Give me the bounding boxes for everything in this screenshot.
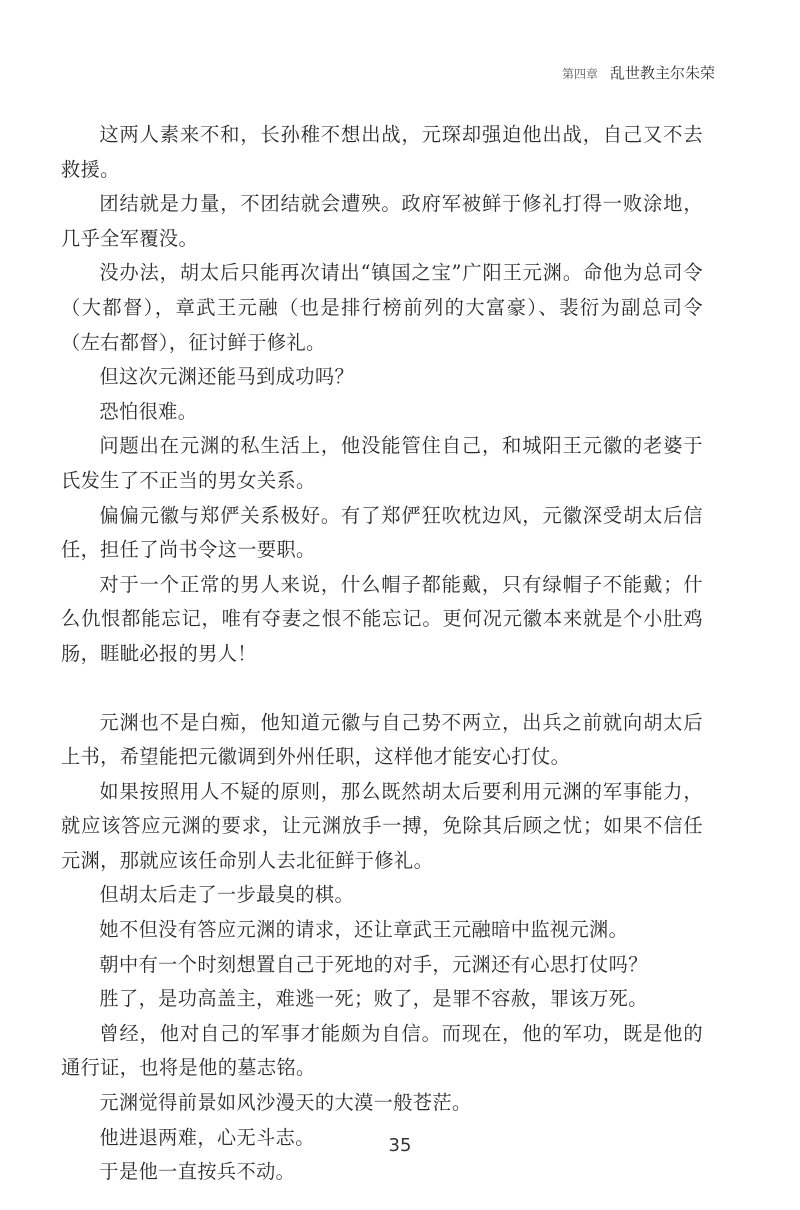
chapter-title: 乱世教主尔朱荣 (609, 64, 715, 82)
paragraph: 团结就是力量，不团结就会遭殃。政府军被鲜于修礼打得一败涂地，几乎全军覆没。 (61, 192, 703, 250)
chapter-number: 第四章 (561, 67, 598, 81)
paragraph: 如果按照用人不疑的原则，那么既然胡太后要利用元渊的军事能力，就应该答应元渊的要求，让元渊放手一搏，免除其后顾之忧；如果不信任元渊，那就应该任命别人去北征鲜于修礼。 (61, 779, 703, 872)
running-header (562, 62, 715, 83)
paragraph: 胜了，是功高盖主，难逃一死；败了，是罪不容赦，罪该万死。 (99, 987, 648, 1011)
paragraph: 偏偏元徽与郑俨关系极好。有了郑俨狂吹枕边风，元徽深受胡太后信任，担任了尚书令这一要职。 (61, 503, 703, 562)
paragraph: 元渊也不是白痴，他知道元徽与自己势不两立，出兵之前就向胡太后上书，希望能把元徽调到外州任职，这样他才能安心打仗。 (61, 710, 703, 769)
paragraph: 对于一个正常的男人来说，什么帽子都能戴，只有绿帽子不能戴；什么仇恨都能忘记，唯有夺妻之恨不能忘记。更何况元徽本来就是个小肚鸡肠，睚眦必报的男人！ (61, 572, 703, 665)
page-number: 35 (388, 1135, 412, 1156)
section-gap (61, 672, 703, 706)
paragraph: 曾经，他对自己的军事才能颇为自信。而现在，他的军功，既是他的通行证，也将是他的墓志铭。 (61, 1021, 703, 1080)
paragraph: 她不但没有答应元渊的请求，还让章武王元融暗中监视元渊。 (99, 918, 629, 942)
paragraph: 他进退两难，心无斗志。 (99, 1125, 315, 1149)
paragraph: 这两人素来不和，长孙稚不想出战，元琛却强迫他出战，自己又不去救援。 (61, 123, 703, 181)
paragraph: 没办法，胡太后只能再次请出“镇国之宝”广阳王元渊。命他为总司令（大都督），章武王元融（也是排行榜前列的大富豪）、裴衍为副总司令（左右都督），征讨鲜于修礼。 (61, 261, 703, 354)
paragraph: 朝中有一个时刻想置自己于死地的对手，元渊还有心思打仗吗？ (99, 952, 648, 976)
paragraph: 恐怕很难。 (99, 399, 198, 423)
body-text (61, 118, 703, 1190)
paragraph: 但胡太后走了一步最臭的棋。 (99, 883, 355, 907)
paragraph: 于是他一直按兵不动。 (99, 1160, 296, 1184)
paragraph: 元渊觉得前景如风沙漫天的大漠一般苍茫。 (99, 1091, 472, 1115)
paragraph: 但这次元渊还能马到成功吗？ (99, 365, 355, 389)
paragraph: 问题出在元渊的私生活上，他没能管住自己，和城阳王元徽的老婆于氏发生了不正当的男女关系。 (61, 434, 703, 492)
